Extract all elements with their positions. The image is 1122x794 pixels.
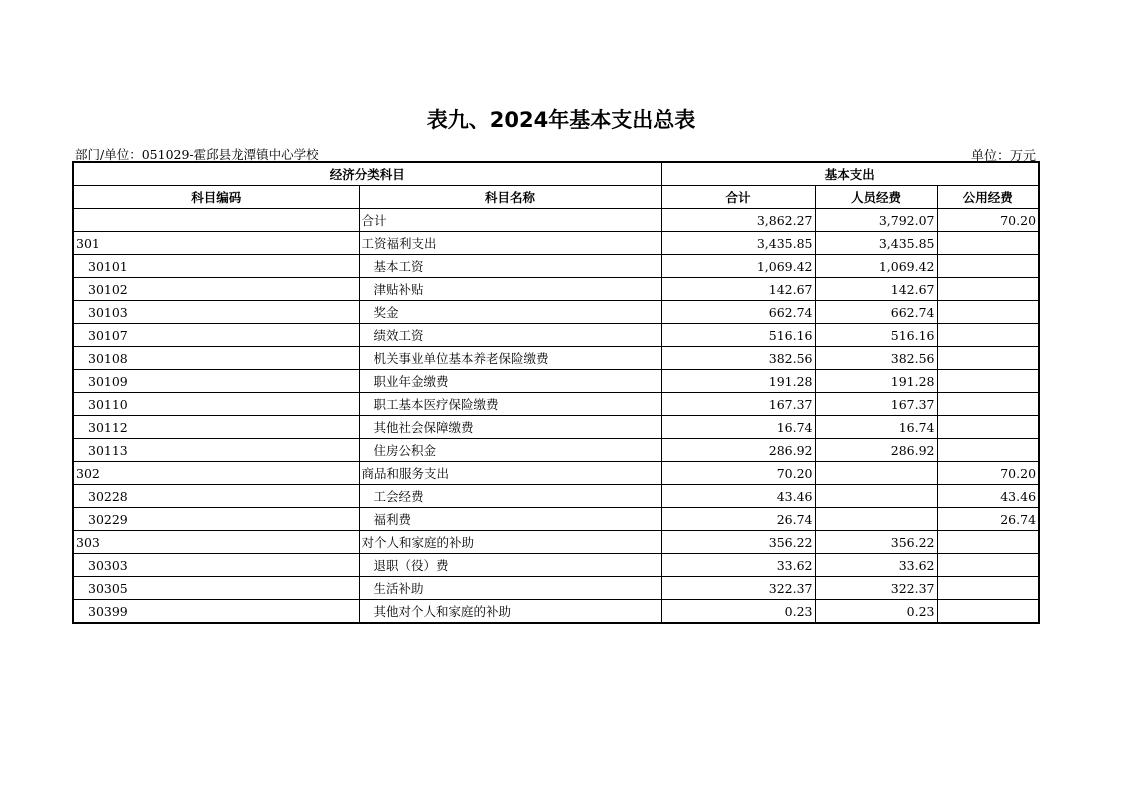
cell-public xyxy=(937,370,1039,393)
basic-expenditure-table xyxy=(72,161,1040,624)
table-row xyxy=(73,600,1039,624)
cell-name: 工会经费 xyxy=(359,485,661,508)
cell-personnel: 191.28 xyxy=(815,370,937,393)
cell-code: 30399 xyxy=(73,600,359,624)
cell-total: 16.74 xyxy=(661,416,815,439)
header-economic-classification: 经济分类科目 xyxy=(73,162,661,186)
cell-public xyxy=(937,347,1039,370)
cell-code xyxy=(73,209,359,232)
cell-name: 其他对个人和家庭的补助 xyxy=(359,600,661,624)
cell-code: 30101 xyxy=(73,255,359,278)
cell-code: 30305 xyxy=(73,577,359,600)
cell-personnel: 3,435.85 xyxy=(815,232,937,255)
table-row xyxy=(73,416,1039,439)
cell-total: 356.22 xyxy=(661,531,815,554)
cell-personnel: 356.22 xyxy=(815,531,937,554)
cell-total: 70.20 xyxy=(661,462,815,485)
cell-name: 商品和服务支出 xyxy=(359,462,661,485)
cell-code: 30112 xyxy=(73,416,359,439)
cell-public: 26.74 xyxy=(937,508,1039,531)
cell-public xyxy=(937,439,1039,462)
cell-total: 662.74 xyxy=(661,301,815,324)
cell-personnel: 322.37 xyxy=(815,577,937,600)
cell-public xyxy=(937,232,1039,255)
cell-name: 职业年金缴费 xyxy=(359,370,661,393)
table-row xyxy=(73,577,1039,600)
header-row-columns xyxy=(73,186,1039,209)
table-row xyxy=(73,393,1039,416)
header-personnel: 人员经费 xyxy=(815,186,937,209)
cell-personnel: 382.56 xyxy=(815,347,937,370)
cell-personnel: 1,069.42 xyxy=(815,255,937,278)
table-row xyxy=(73,301,1039,324)
cell-total: 26.74 xyxy=(661,508,815,531)
cell-code: 302 xyxy=(73,462,359,485)
cell-personnel xyxy=(815,462,937,485)
cell-public xyxy=(937,255,1039,278)
table-row xyxy=(73,209,1039,232)
cell-personnel xyxy=(815,485,937,508)
table-row xyxy=(73,462,1039,485)
table-body xyxy=(73,209,1039,624)
cell-public: 43.46 xyxy=(937,485,1039,508)
cell-name: 机关事业单位基本养老保险缴费 xyxy=(359,347,661,370)
header-public: 公用经费 xyxy=(937,186,1039,209)
table-row xyxy=(73,554,1039,577)
cell-public xyxy=(937,531,1039,554)
header-name: 科目名称 xyxy=(359,186,661,209)
cell-total: 142.67 xyxy=(661,278,815,301)
cell-name: 对个人和家庭的补助 xyxy=(359,531,661,554)
table-row xyxy=(73,324,1039,347)
cell-name: 基本工资 xyxy=(359,255,661,278)
cell-personnel: 662.74 xyxy=(815,301,937,324)
cell-code: 30229 xyxy=(73,508,359,531)
cell-name: 合计 xyxy=(359,209,661,232)
cell-code: 30113 xyxy=(73,439,359,462)
table-row xyxy=(73,531,1039,554)
cell-public xyxy=(937,577,1039,600)
cell-total: 286.92 xyxy=(661,439,815,462)
table-row xyxy=(73,508,1039,531)
cell-personnel: 0.23 xyxy=(815,600,937,624)
department-label: 部门/单位：051029-霍邱县龙潭镇中心学校 xyxy=(75,147,319,162)
cell-name: 住房公积金 xyxy=(359,439,661,462)
cell-total: 516.16 xyxy=(661,324,815,347)
cell-code: 303 xyxy=(73,531,359,554)
cell-personnel: 3,792.07 xyxy=(815,209,937,232)
cell-name: 职工基本医疗保险缴费 xyxy=(359,393,661,416)
cell-public xyxy=(937,301,1039,324)
table-row xyxy=(73,347,1039,370)
cell-code: 30110 xyxy=(73,393,359,416)
header-row-group xyxy=(73,162,1039,186)
cell-code: 301 xyxy=(73,232,359,255)
cell-total: 3,862.27 xyxy=(661,209,815,232)
header-code: 科目编码 xyxy=(73,186,359,209)
cell-public: 70.20 xyxy=(937,209,1039,232)
cell-code: 30103 xyxy=(73,301,359,324)
cell-personnel: 286.92 xyxy=(815,439,937,462)
cell-code: 30228 xyxy=(73,485,359,508)
cell-total: 33.62 xyxy=(661,554,815,577)
cell-total: 382.56 xyxy=(661,347,815,370)
cell-code: 30107 xyxy=(73,324,359,347)
cell-public xyxy=(937,324,1039,347)
cell-total: 3,435.85 xyxy=(661,232,815,255)
cell-total: 0.23 xyxy=(661,600,815,624)
cell-personnel: 33.62 xyxy=(815,554,937,577)
cell-personnel: 167.37 xyxy=(815,393,937,416)
table-row xyxy=(73,232,1039,255)
table-row xyxy=(73,485,1039,508)
table-row xyxy=(73,278,1039,301)
cell-total: 1,069.42 xyxy=(661,255,815,278)
cell-public xyxy=(937,600,1039,624)
cell-name: 工资福利支出 xyxy=(359,232,661,255)
cell-total: 322.37 xyxy=(661,577,815,600)
header-basic-expenditure: 基本支出 xyxy=(661,162,1039,186)
cell-public xyxy=(937,393,1039,416)
cell-code: 30109 xyxy=(73,370,359,393)
cell-name: 津贴补贴 xyxy=(359,278,661,301)
cell-code: 30102 xyxy=(73,278,359,301)
cell-name: 奖金 xyxy=(359,301,661,324)
cell-public xyxy=(937,554,1039,577)
page-title: 表九、2024年基本支出总表 xyxy=(426,108,696,132)
cell-code: 30303 xyxy=(73,554,359,577)
cell-code: 30108 xyxy=(73,347,359,370)
unit-label: 单位：万元 xyxy=(970,149,1036,164)
table-row xyxy=(73,370,1039,393)
cell-public xyxy=(937,278,1039,301)
cell-public xyxy=(937,416,1039,439)
header-total: 合计 xyxy=(661,186,815,209)
table-row xyxy=(73,439,1039,462)
cell-total: 191.28 xyxy=(661,370,815,393)
cell-total: 167.37 xyxy=(661,393,815,416)
cell-name: 退职（役）费 xyxy=(359,554,661,577)
cell-personnel xyxy=(815,508,937,531)
cell-name: 绩效工资 xyxy=(359,324,661,347)
cell-personnel: 142.67 xyxy=(815,278,937,301)
cell-name: 其他社会保障缴费 xyxy=(359,416,661,439)
cell-personnel: 16.74 xyxy=(815,416,937,439)
cell-total: 43.46 xyxy=(661,485,815,508)
cell-public: 70.20 xyxy=(937,462,1039,485)
cell-name: 福利费 xyxy=(359,508,661,531)
cell-name: 生活补助 xyxy=(359,577,661,600)
table-row xyxy=(73,255,1039,278)
cell-personnel: 516.16 xyxy=(815,324,937,347)
